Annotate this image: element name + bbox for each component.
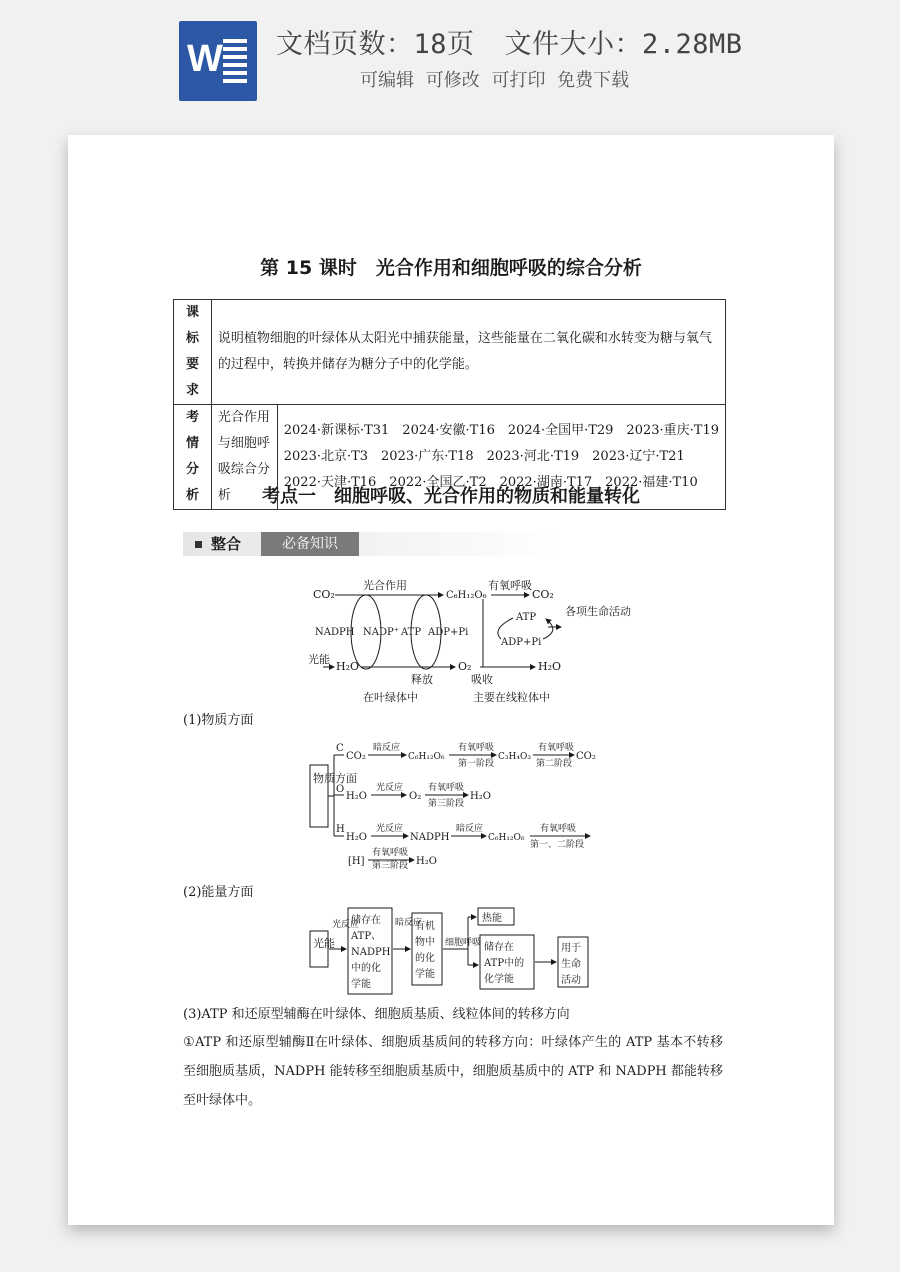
atp-label: ATP — [401, 627, 422, 638]
light-reaction-label-2: 光反应 — [376, 824, 404, 834]
respiration-label: 细胞呼吸 — [445, 938, 482, 948]
reference-line: 2024·新课标·T31 2024·安徽·T16 2024·全国甲·T29 2023·重庆·T19 — [283, 423, 719, 438]
nadph-node: NADPH — [410, 832, 450, 843]
store2-line: 储存在 — [484, 942, 514, 953]
page-count: 文档页数：18页 — [276, 29, 475, 60]
oxygen-label: O — [336, 784, 345, 795]
stage2-label: 第二阶段 — [536, 759, 573, 769]
adp-label: ADP+Pi — [428, 627, 469, 638]
bracket-h-node: [H] — [348, 856, 365, 867]
o2-label: O₂ — [458, 660, 472, 673]
store2-line: ATP中的 — [484, 958, 525, 969]
feature-list: 可编辑 可修改 可打印 免费下载 — [360, 70, 630, 91]
paragraph-transfer-detail: ①ATP 和还原型辅酶Ⅱ在叶绿体、细胞质基质间的转移方向：叶绿体产生的 ATP 基本不转移至细胞质基质，NADPH 能转移至细胞质基质中，细胞质基质中的 ATP 和 NADPH 都能转移至叶绿体中。 — [183, 1035, 723, 1108]
hydrogen-label: H — [336, 824, 345, 835]
paragraph-transfer: (3)ATP 和还原型辅酶在叶绿体、细胞质基质、线粒体间的转移方向 — [183, 1007, 570, 1022]
store-line: NADPH — [351, 947, 391, 958]
co2-end-node: CO₂ — [576, 751, 596, 762]
organic-line: 有机 — [415, 921, 435, 932]
lesson-title: 第 15 课时 光合作用和细胞呼吸的综合分析 — [260, 257, 642, 279]
store-line: 储存在 — [351, 915, 381, 926]
stage3-label: 第三阶段 — [428, 799, 465, 809]
nadp-label: NADP⁺ — [363, 627, 399, 638]
stage1-label: 第一阶段 — [458, 759, 495, 769]
aerobic-label: 有氧呼吸 — [488, 579, 532, 592]
aerobic-label-1: 有氧呼吸 — [458, 743, 495, 753]
organic-line: 的化 — [415, 953, 435, 964]
h2o-node-2: H₂O — [346, 832, 367, 843]
dark-reaction-label: 暗反应 — [373, 743, 401, 753]
download-banner — [0, 0, 900, 120]
table-head-standard: 课标要求 — [174, 300, 212, 405]
aerobic-label-5: 有氧呼吸 — [372, 848, 409, 858]
glucose-node-2: C₆H₁₂O₆ — [488, 833, 525, 843]
release-label: 释放 — [411, 673, 433, 686]
paragraph-material: (1)物质方面 — [183, 713, 254, 728]
store-line: ATP、 — [351, 931, 382, 942]
store-line: 中的化 — [351, 963, 381, 974]
co2-label: CO₂ — [313, 588, 335, 601]
aerobic-label-3: 有氧呼吸 — [428, 783, 465, 793]
square-bullet-icon — [195, 541, 202, 548]
paragraph-energy: (2)能量方面 — [183, 885, 254, 900]
tag-sub: 必备知识 — [261, 532, 359, 556]
analysis-topic: 光合作用与细胞呼吸综合分析 — [211, 405, 277, 510]
absorb-label: 吸收 — [471, 673, 493, 686]
knowledge-tag — [183, 532, 563, 556]
aerobic-label-2: 有氧呼吸 — [538, 743, 575, 753]
heat-node: 热能 — [482, 913, 502, 924]
o2-node: O₂ — [409, 791, 422, 802]
light-reaction-label: 光反应 — [332, 920, 360, 930]
glucose-label: C₆H₁₂O₆ — [446, 590, 487, 601]
h2o-end-node: H₂O — [470, 791, 491, 802]
reference-line: 2022·天津·T16 2022·全国乙·T2 2022·湖南·T17 2022·福建·T10 — [283, 475, 698, 490]
h2o-out-label: H₂O — [538, 660, 562, 673]
section-title: 考点一 细胞呼吸、光合作用的物质和能量转化 — [262, 486, 640, 507]
tag-main: 整合 — [211, 535, 242, 553]
table-head-analysis: 考情分析 — [174, 405, 212, 510]
atp-right-label: ATP — [516, 612, 537, 623]
carbon-label: C — [336, 743, 344, 754]
dark-reaction-label-2: 暗反应 — [456, 824, 484, 834]
material-aspect-diagram — [308, 740, 598, 871]
light-energy-node: 光能 — [313, 937, 335, 950]
root-label: 物质方面 — [313, 772, 357, 785]
stage12-label: 第一、二阶段 — [530, 840, 585, 850]
caption-chloroplast: 在叶绿体中 — [363, 691, 418, 704]
dark-reaction-label: 暗反应 — [395, 918, 423, 928]
reference-line: 2023·北京·T3 2023·广东·T18 2023·河北·T19 2023·辽宁·T21 — [283, 449, 685, 464]
co2-node: CO₂ — [346, 751, 366, 762]
requirement-table — [173, 299, 726, 510]
file-size: 文件大小：2.28MB — [504, 29, 743, 60]
activity-label: 各项生命活动 — [565, 605, 631, 618]
use-line: 活动 — [561, 975, 581, 986]
photosynthesis-respiration-diagram — [303, 575, 631, 705]
glucose-node: C₆H₁₂O₆ — [408, 752, 445, 762]
standard-text: 说明植物细胞的叶绿体从太阳光中捕获能量，这些能量在二氧化碳和水转变为糖与氧气的过程中，转换并储存为糖分子中的化学能。 — [211, 300, 725, 405]
photosynthesis-label: 光合作用 — [363, 579, 407, 592]
use-line: 生命 — [561, 959, 581, 970]
document-page — [68, 135, 834, 1225]
doc-info — [276, 22, 743, 61]
adp-right-label: ADP+Pi — [501, 637, 542, 648]
light-energy-label: 光能 — [308, 653, 330, 666]
h2o-label: H₂O — [336, 660, 360, 673]
organic-line: 学能 — [415, 969, 435, 980]
aerobic-label-4: 有氧呼吸 — [540, 824, 577, 834]
co2-out-label: CO₂ — [532, 588, 554, 601]
store2-line: 化学能 — [484, 974, 514, 985]
store-line: 学能 — [351, 979, 371, 990]
light-reaction-label: 光反应 — [376, 783, 404, 793]
h2o-node: H₂O — [346, 791, 367, 802]
pyruvate-node: C₃H₄O₃ — [498, 752, 531, 762]
stage3-label-2: 第三阶段 — [372, 861, 409, 871]
energy-aspect-diagram — [308, 905, 598, 997]
word-document-icon: W — [179, 21, 257, 101]
caption-mitochondria: 主要在线粒体中 — [473, 691, 550, 704]
use-line: 用于 — [561, 943, 581, 954]
h2o-end-node-2: H₂O — [416, 856, 437, 867]
organic-line: 物中 — [415, 937, 435, 948]
nadph-label: NADPH — [315, 627, 355, 638]
